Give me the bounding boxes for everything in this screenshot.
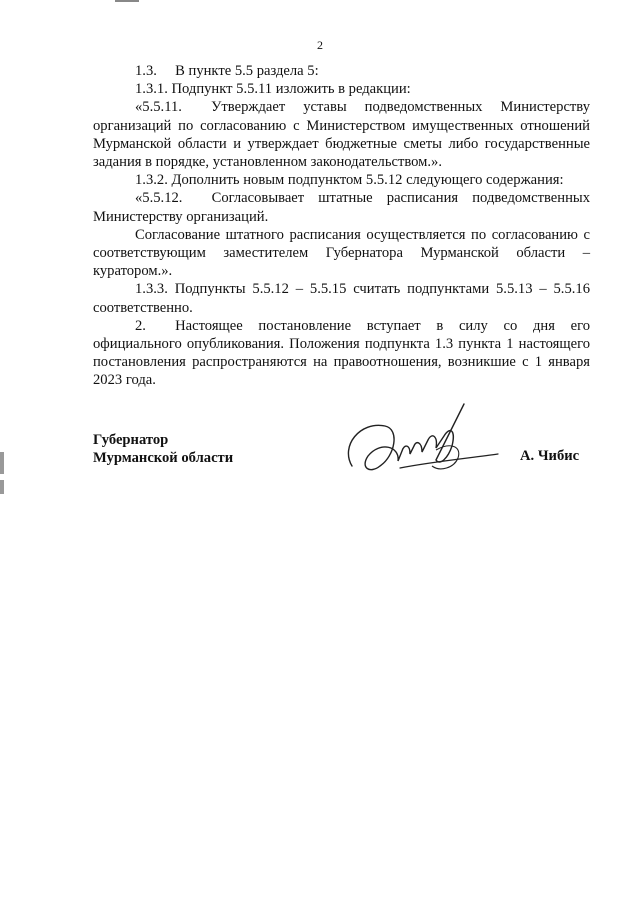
paragraph: 1.3.2. Дополнить новым подпунктом 5.5.12 следующего содержания: <box>135 172 564 189</box>
document-body <box>93 62 590 390</box>
paragraph: «5.5.11. Утверждает уставы подведомственных Министерству организаций по согласованию с Министерством имущественных отношений Мурманской области и утверждает бюджетные сметы либо государственные задания в порядке, установленном законодательством.». <box>93 99 590 171</box>
handwritten-signature <box>340 396 510 496</box>
signatory-name: А. Чибис <box>520 448 580 464</box>
signatory-title-line2: Мурманской области <box>93 450 234 466</box>
paragraph: 1.3.1. Подпункт 5.5.11 изложить в редакции: <box>135 81 411 98</box>
paragraph: «5.5.12. Согласовывает штатные расписания подведомственных Министерству организаций. <box>93 190 590 225</box>
paragraph: 1.3. В пункте 5.5 раздела 5: <box>135 63 319 79</box>
page-number: 2 <box>317 38 323 52</box>
scan-margin-mark <box>0 452 4 474</box>
paragraph: Согласование штатного расписания осуществляется по согласованию с соответствующим заместителем Губернатора Мурманской области – куратором.». <box>93 226 590 280</box>
signatory-title <box>93 431 233 467</box>
signatory-title-line1: Губернатор <box>93 432 169 448</box>
scan-margin-mark <box>0 480 4 494</box>
paragraph: 1.3.3. Подпункты 5.5.12 – 5.5.15 считать подпунктами 5.5.13 – 5.5.16 соответственно. <box>93 281 590 316</box>
scan-mark <box>115 0 139 2</box>
paragraph: 2. Настоящее постановление вступает в силу со дня его официального опубликования. Положения подпункта 1.3 пункта 1 настоящего постановления распространяются на правоотношения, возникшие с 1 января 2023 года. <box>93 317 590 389</box>
